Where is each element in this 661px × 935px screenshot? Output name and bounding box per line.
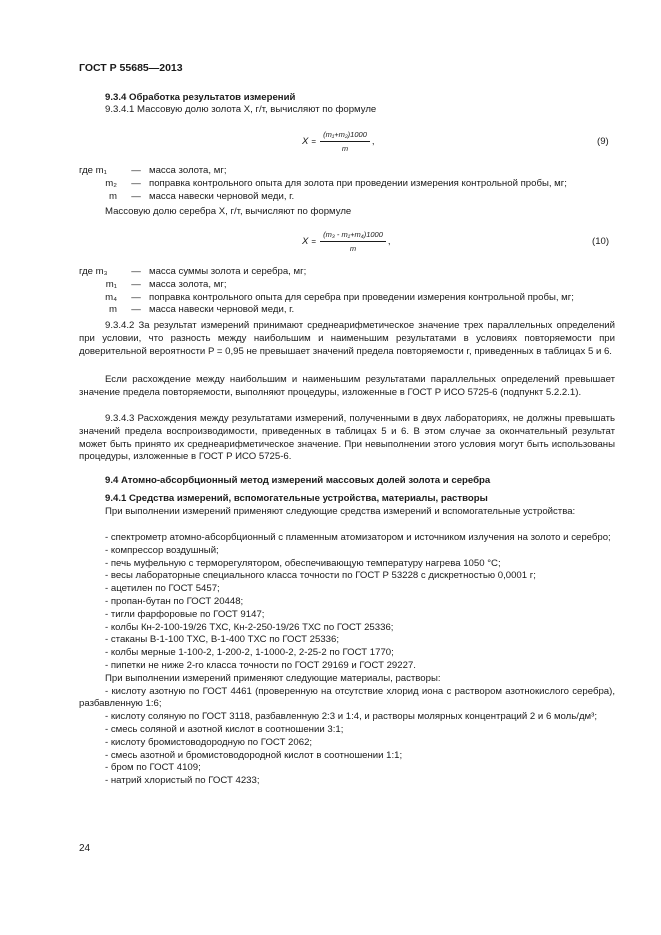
where-symbol: m <box>109 304 117 316</box>
formula-9-fraction <box>320 130 370 153</box>
list-item: - ацетилен по ГОСТ 5457; <box>105 583 220 595</box>
where-text: масса навески черновой меди, г. <box>149 190 295 202</box>
list-item: - кислоту азотную по ГОСТ 4461 (проверенную на отсутствие хлорид иона с раствором азотнокислого серебра), разбавленную 1:6; <box>79 685 615 710</box>
formula-10-numerator: (m₃ - m₁+m₄)1000 <box>320 230 386 242</box>
where-text: масса золота, мг; <box>149 165 227 176</box>
formula-10 <box>302 230 391 253</box>
where-row <box>79 191 567 204</box>
where-text: поправка контрольного опыта для золота при проведении измерения контрольной пробы, мг; <box>149 177 567 189</box>
list-item: - кислоту бромистоводородную по ГОСТ 2062; <box>105 736 313 748</box>
materials-intro: При выполнении измерений применяют следующие материалы, растворы: <box>105 672 441 684</box>
where-text: масса золота, мг; <box>149 278 227 290</box>
formula-9-numerator: (m₁+m₂)1000 <box>320 130 370 142</box>
paragraph-9-3-4-3: 9.3.4.3 Расхождения между результатами измерений, полученными в двух лабораториях, не должны превышать значений предела воспроизводимости, приведенных в таблицах 5 и 6. В этом случае за окончательный результат может быть принято их среднеарифметическое значение. При невыполнении этого условия могут быть использованы процедуры, изложенные в ГОСТ Р ИСО 5725-6. <box>79 413 615 463</box>
where-dash: — <box>131 291 141 303</box>
where-text: поправка контрольного опыта для серебра при проведении измерения контрольной пробы, мг; <box>149 291 574 303</box>
section-heading-9-4-1: 9.4.1 Средства измерений, вспомогательные устройства, материалы, растворы <box>105 493 488 504</box>
list-item: - натрий хлористый по ГОСТ 4233; <box>105 775 260 787</box>
list-item: - колбы Кн-2-100-19/26 ТХС, Кн-2-250-19/26 ТХС по ГОСТ 25336; <box>105 621 394 633</box>
where-symbol: m₂ <box>105 177 117 189</box>
where-symbol: где m₁ <box>79 165 107 176</box>
formula-9-denominator: m <box>341 144 349 153</box>
where-list-2 <box>79 266 574 317</box>
where-dash: — <box>131 266 141 277</box>
formula-10-lhs: X <box>302 236 309 247</box>
formula-9-number: (9) <box>597 136 609 147</box>
list-item: - стаканы В-1-100 ТХС, В-1-400 ТХС по ГОСТ 25336; <box>105 634 340 646</box>
list-item: - смесь соляной и азотной кислот в соотношении 3:1; <box>105 723 344 735</box>
where-list-1 <box>79 165 567 203</box>
where-dash: — <box>131 177 141 189</box>
formula-9-eq: = <box>311 137 317 146</box>
where-row <box>79 266 574 279</box>
formula-9-lhs: X <box>302 136 309 147</box>
where-symbol: где m₃ <box>79 266 108 277</box>
where-text: масса суммы золота и серебра, мг; <box>149 266 307 277</box>
where-row <box>79 304 574 317</box>
paragraph-equipment-intro: При выполнении измерений применяют следующие средства измерений и вспомогательные устройства: <box>105 506 576 517</box>
list-item: - пипетки не ниже 2-го класса точности по ГОСТ 29169 и ГОСТ 29227. <box>105 659 416 671</box>
formula-10-eq: = <box>311 237 317 246</box>
paragraph-repeatability: Если расхождение между наибольшим и наименьшим результатами параллельных определений превышает значение предела повторяемости, выполняют процедуры, изложенные в ГОСТ Р ИСО 5725-6 (подпункт 5.2.2.1). <box>79 374 615 398</box>
where-dash: — <box>131 304 141 316</box>
equipment-list <box>79 532 615 788</box>
formula-10-denominator: m <box>349 244 357 253</box>
list-item: - компрессор воздушный; <box>105 544 219 556</box>
paragraph-9-3-4-1: 9.3.4.1 Массовую долю золота X, г/т, вычисляют по формуле <box>105 104 377 115</box>
where-dash: — <box>131 278 141 290</box>
where-row <box>79 292 574 305</box>
where-symbol: m <box>109 190 117 202</box>
formula-9 <box>302 130 375 153</box>
section-heading-9-4: 9.4 Атомно-абсорбционный метод измерений массовых долей золота и серебра <box>105 475 491 486</box>
list-item: - бром по ГОСТ 4109; <box>105 762 201 774</box>
where-symbol: m₁ <box>105 278 117 290</box>
list-item: - пропан-бутан по ГОСТ 20448; <box>105 595 244 607</box>
list-item: - кислоту соляную по ГОСТ 3118, разбавленную 2:3 и 1:4, и растворы молярных концентраций 2 и 6 моль/дм³; <box>105 711 597 723</box>
page-number: 24 <box>79 843 91 854</box>
formula-10-number: (10) <box>592 236 610 247</box>
list-item: - спектрометр атомно-абсорбционный с пламенным атомизатором и источником излучения на золото и серебро; <box>105 532 611 543</box>
where-row <box>79 165 567 178</box>
list-item: - тигли фарфоровые по ГОСТ 9147; <box>105 608 265 620</box>
where-row <box>79 279 574 292</box>
where-symbol: m₄ <box>105 291 117 303</box>
list-item: - смесь азотной и бромистоводородной кислот в соотношении 1:1; <box>105 749 403 761</box>
where-text: масса навески черновой меди, г. <box>149 304 295 316</box>
where-dash: — <box>131 165 141 176</box>
list-item: - печь муфельную с терморегулятором, обеспечивающую температуру нагрева 1050 °С; <box>105 557 501 569</box>
formula-10-comma: , <box>387 236 391 247</box>
paragraph-silver-formula-intro: Массовую долю серебра X, г/т, вычисляют по формуле <box>105 206 352 217</box>
paragraph-9-3-4-2: 9.3.4.2 За результат измерений принимают среднеарифметическое значение трех параллельных определений при условии, что разность между наибольшим и наименьшим результатами в условиях повторяемости при доверительной вероятности P = 0,95 не превышает значений предела повторяемости r, приведенных в таблицах 5 и 6. <box>79 320 615 357</box>
list-item: - колбы мерные 1-100-2, 1-200-2, 1-1000-2, 2-25-2 по ГОСТ 1770; <box>105 647 394 659</box>
formula-10-fraction <box>320 230 386 253</box>
where-dash: — <box>131 190 141 202</box>
standard-header: ГОСТ Р 55685—2013 <box>79 62 183 74</box>
list-item: - весы лабораторные специального класса точности по ГОСТ Р 53228 с дискретностью 0,0001 г; <box>105 570 536 582</box>
formula-9-comma: , <box>371 136 375 147</box>
section-heading-9-3-4: 9.3.4 Обработка результатов измерений <box>105 92 296 103</box>
where-row <box>79 178 567 191</box>
